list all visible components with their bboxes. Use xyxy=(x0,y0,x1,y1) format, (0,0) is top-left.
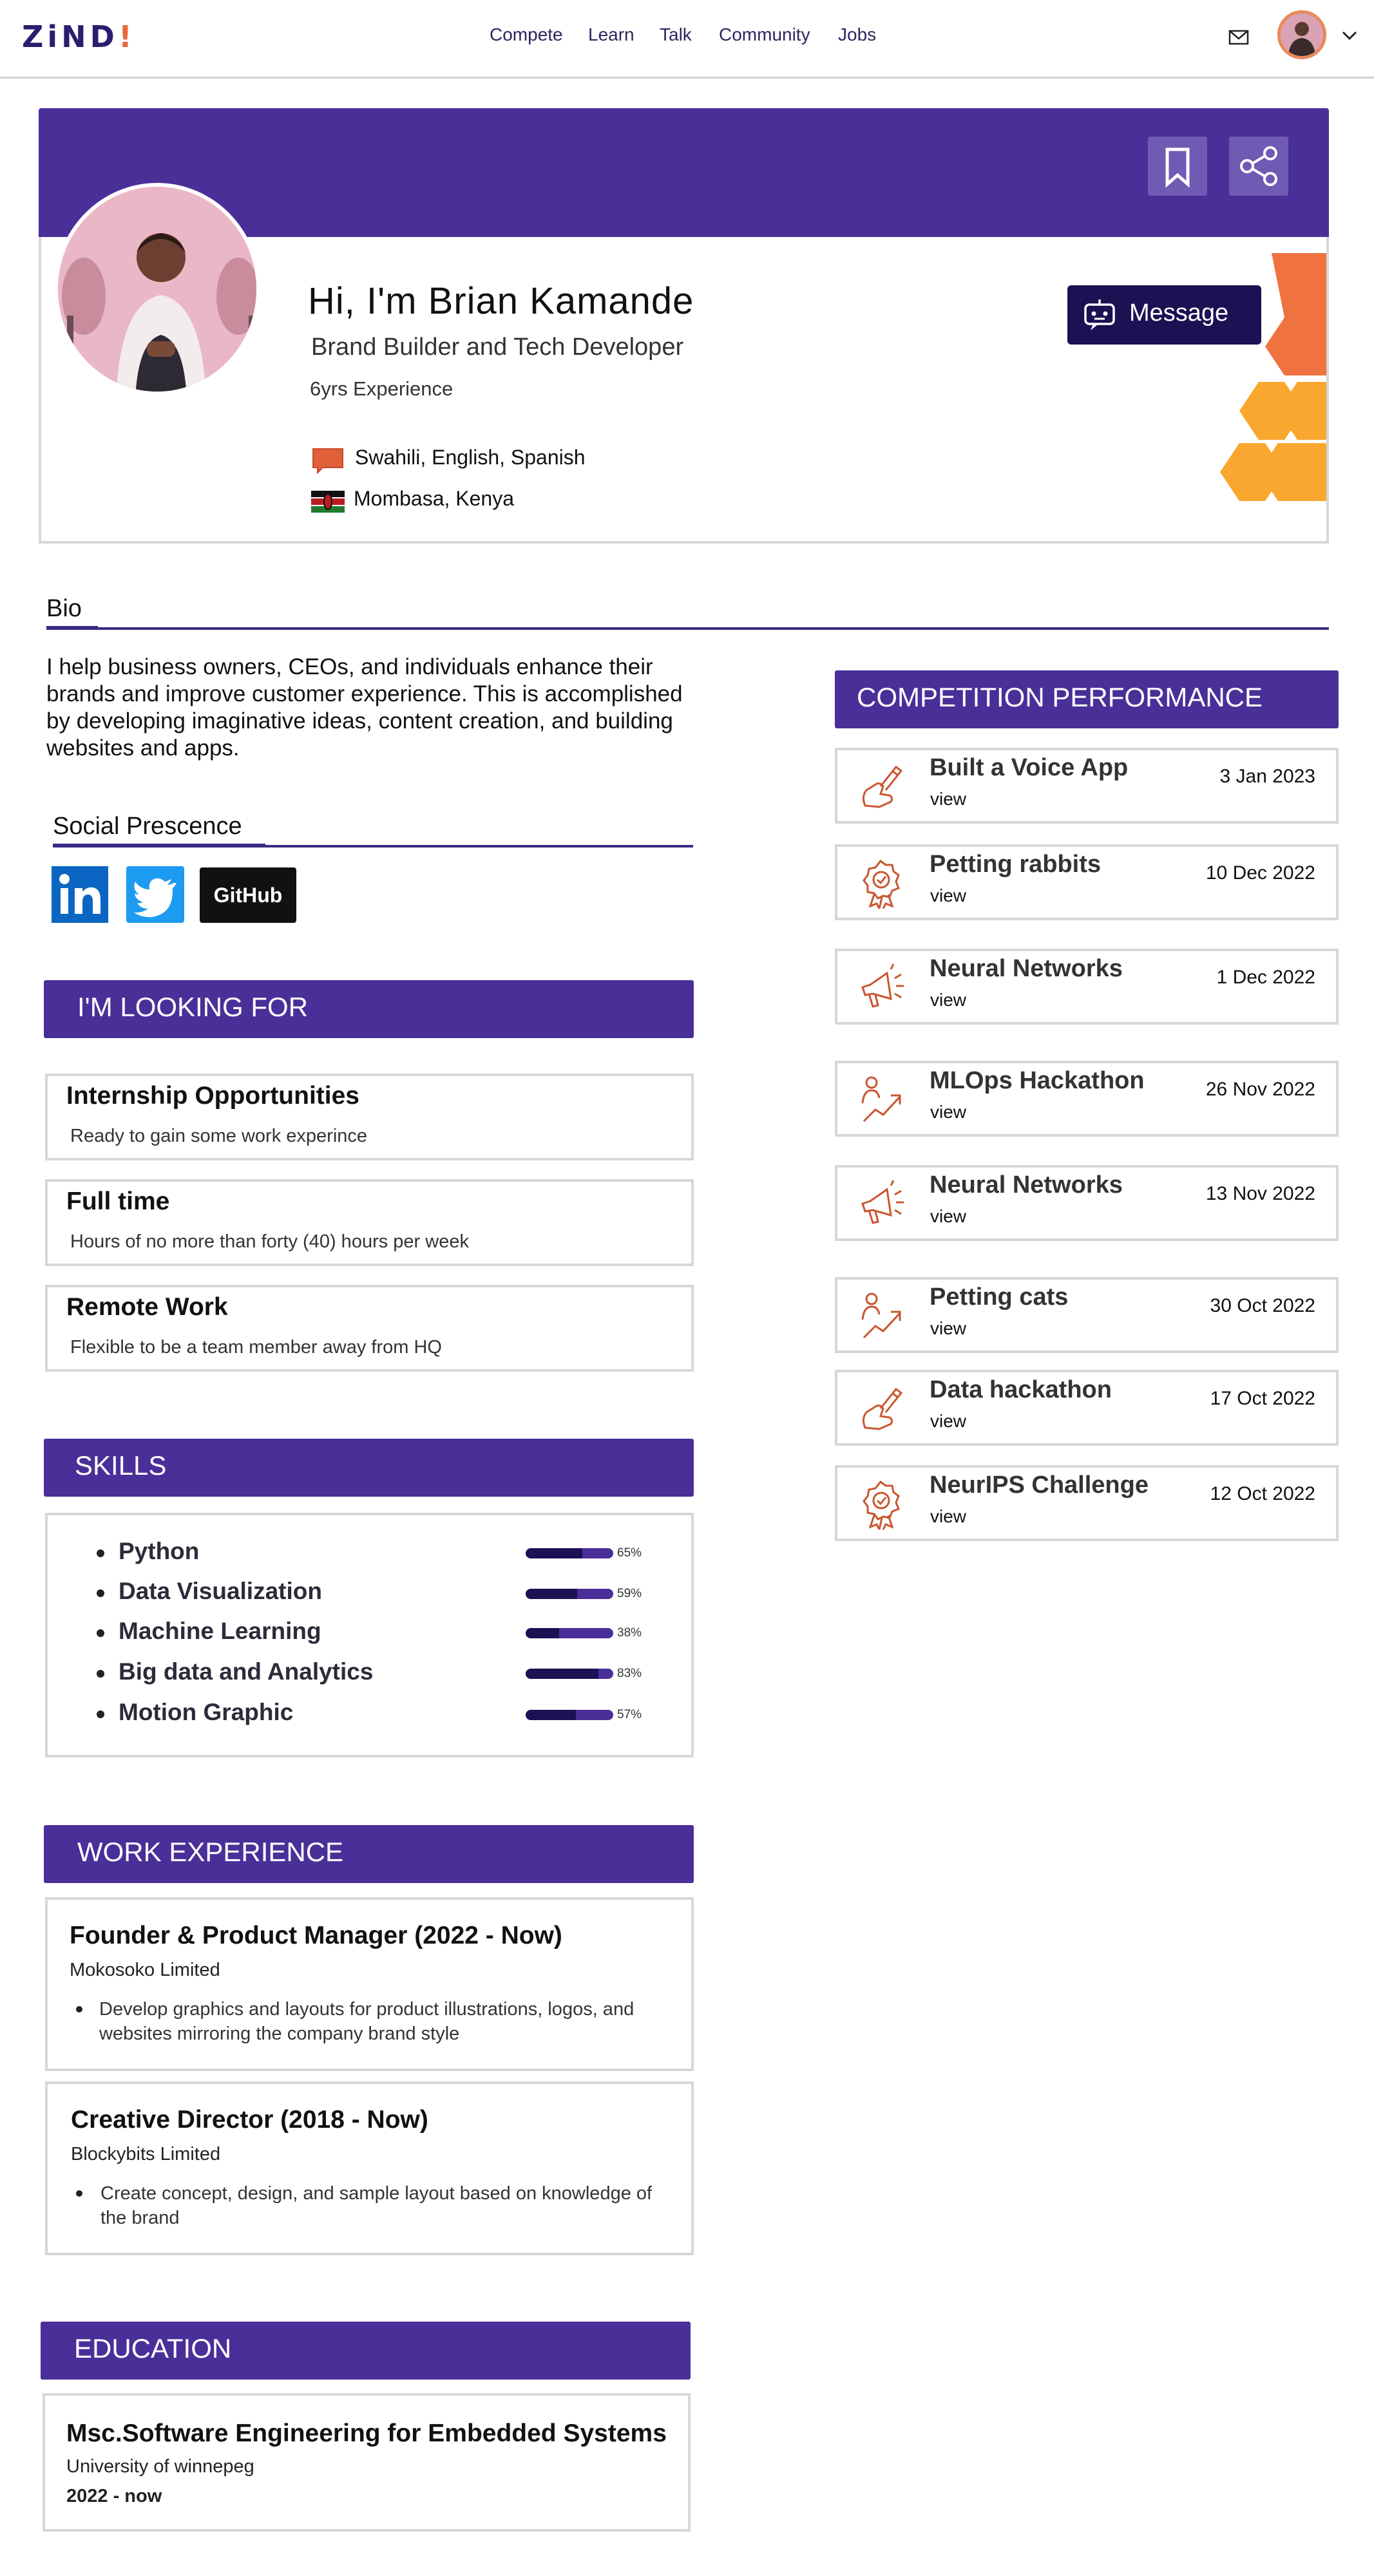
hand-pen-icon xyxy=(855,761,906,812)
megaphone-hand-icon xyxy=(855,1178,906,1229)
education-school: University of winnepeg xyxy=(66,2456,254,2477)
competition-view-link[interactable]: view xyxy=(930,789,967,809)
share-button[interactable] xyxy=(1229,137,1288,196)
education-years: 2022 - now xyxy=(66,2486,162,2506)
megaphone-hand-icon xyxy=(855,961,906,1013)
work-item-title: Founder & Product Manager (2022 - Now) xyxy=(70,1922,562,1949)
looking-for-item-desc: Hours of no more than forty (40) hours per week xyxy=(70,1231,469,1252)
competition-date: 26 Nov 2022 xyxy=(1205,1079,1315,1100)
looking-for-item-title: Full time xyxy=(66,1188,170,1215)
top-nav xyxy=(0,0,1374,79)
competition-name: MLOps Hackathon xyxy=(930,1067,1145,1094)
skill-percent: 38% xyxy=(617,1626,642,1640)
profile-role: Brand Builder and Tech Developer xyxy=(311,334,684,361)
skill-bar xyxy=(526,1548,613,1558)
github-label: GitHub xyxy=(213,884,283,907)
skill-bullet xyxy=(97,1629,104,1637)
bookmark-button[interactable] xyxy=(1148,137,1207,196)
skill-bar xyxy=(526,1669,613,1679)
competition-name: Petting rabbits xyxy=(930,851,1102,878)
competition-date: 17 Oct 2022 xyxy=(1210,1388,1315,1409)
person-growth-icon xyxy=(855,1290,906,1341)
competition-view-link[interactable]: view xyxy=(930,1102,967,1122)
work-item-company: Blockybits Limited xyxy=(71,2144,221,2164)
user-avatar[interactable] xyxy=(1277,10,1326,59)
skill-bullet xyxy=(97,1710,104,1718)
competition-name: Neural Networks xyxy=(930,1171,1123,1198)
work-item-desc: Develop graphics and layouts for product illustrations, logos, and websites mirroring the company brand style xyxy=(99,1999,635,2044)
bio-title: Bio xyxy=(46,595,82,622)
bookmark-icon xyxy=(1148,137,1207,196)
chevron-down-icon[interactable] xyxy=(1340,26,1359,45)
competition-view-link[interactable]: view xyxy=(930,1318,967,1338)
work-item-desc: Create concept, design, and sample layout based on knowledge of the brand xyxy=(100,2183,653,2228)
nav-link-community[interactable]: Community xyxy=(719,24,810,44)
competition-view-link[interactable]: view xyxy=(930,1206,967,1226)
award-ribbon-icon xyxy=(855,1478,906,1530)
skills-header xyxy=(44,1439,694,1497)
chat-bot-icon xyxy=(1082,298,1118,332)
skill-bar-fill xyxy=(526,1589,577,1599)
work-item-title: Creative Director (2018 - Now) xyxy=(71,2106,428,2134)
skill-percent: 83% xyxy=(617,1667,642,1680)
education-degree: Msc.Software Engineering for Embedded Systems xyxy=(66,2420,667,2447)
skill-bar-fill xyxy=(526,1548,582,1558)
competition-view-link[interactable]: view xyxy=(930,886,967,905)
looking-for-item-desc: Ready to gain some work experince xyxy=(70,1126,368,1146)
skill-percent: 65% xyxy=(617,1546,642,1560)
nav-link-jobs[interactable]: Jobs xyxy=(838,24,877,44)
skill-name: Data Visualization xyxy=(119,1578,322,1604)
skill-bar-fill xyxy=(526,1669,598,1679)
work-item-company: Mokosoko Limited xyxy=(70,1960,220,1980)
work-bullet xyxy=(76,2006,82,2012)
work-title: WORK EXPERIENCE xyxy=(77,1837,344,1867)
skill-percent: 59% xyxy=(617,1587,642,1600)
profile-location: Mombasa, Kenya xyxy=(354,487,515,510)
mail-icon[interactable] xyxy=(1228,26,1250,48)
social-title: Social Prescence xyxy=(53,813,242,840)
looking-for-title: I'M LOOKING FOR xyxy=(77,992,309,1022)
looking-for-item-title: Remote Work xyxy=(66,1293,228,1321)
education-header xyxy=(41,2322,691,2380)
skills-title: SKILLS xyxy=(75,1450,167,1481)
competition-name: Data hackathon xyxy=(930,1376,1112,1403)
person-growth-icon xyxy=(855,1074,906,1125)
github-button[interactable] xyxy=(200,867,296,923)
skill-bullet xyxy=(97,1670,104,1678)
nav-link-talk[interactable]: Talk xyxy=(660,24,692,44)
skill-bar xyxy=(526,1710,613,1720)
competition-view-link[interactable]: view xyxy=(930,1506,967,1526)
zindi-logo[interactable]: ZiND! xyxy=(22,19,136,54)
social-divider xyxy=(53,845,693,848)
work-header xyxy=(44,1825,694,1883)
skill-name: Motion Graphic xyxy=(119,1699,294,1725)
competition-date: 30 Oct 2022 xyxy=(1210,1295,1315,1316)
competition-date: 3 Jan 2023 xyxy=(1219,766,1315,787)
skill-bullet xyxy=(97,1589,104,1597)
looking-for-item-desc: Flexible to be a team member away from HQ xyxy=(70,1337,442,1358)
profile-photo xyxy=(54,183,260,395)
bio-divider xyxy=(46,627,1329,630)
competition-date: 13 Nov 2022 xyxy=(1205,1183,1315,1204)
twitter-icon[interactable] xyxy=(126,866,184,923)
competition-date: 1 Dec 2022 xyxy=(1216,967,1315,988)
share-icon xyxy=(1229,137,1288,196)
profile-languages: Swahili, English, Spanish xyxy=(355,446,586,469)
skill-name: Python xyxy=(119,1538,200,1564)
work-bullet xyxy=(76,2190,82,2197)
education-title: EDUCATION xyxy=(74,2333,232,2363)
linkedin-icon[interactable] xyxy=(52,866,108,923)
skill-name: Machine Learning xyxy=(119,1618,321,1644)
skill-bar xyxy=(526,1628,613,1638)
bio-text: I help business owners, CEOs, and individuals enhance their brands and improve customer experience. This is accomplished by developing imaginative ideas, content creation, and building websites and apps. xyxy=(46,654,683,761)
speech-bubble-icon xyxy=(311,447,345,474)
profile-experience: 6yrs Experience xyxy=(310,377,453,400)
kenya-flag-icon xyxy=(311,491,345,513)
competition-date: 12 Oct 2022 xyxy=(1210,1483,1315,1504)
skill-percent: 57% xyxy=(617,1708,642,1721)
message-button-label: Message xyxy=(1129,299,1229,327)
competition-title: COMPETITION PERFORMANCE xyxy=(857,682,1263,712)
skill-bar xyxy=(526,1589,613,1599)
competition-name: Built a Voice App xyxy=(930,754,1129,781)
competition-date: 10 Dec 2022 xyxy=(1205,862,1315,884)
hand-pen-icon xyxy=(855,1383,906,1434)
nav-link-compete[interactable]: Compete xyxy=(490,24,563,44)
looking-for-header xyxy=(44,980,694,1038)
competition-view-link[interactable]: view xyxy=(930,990,967,1010)
competition-header xyxy=(835,670,1339,728)
skill-bar-fill xyxy=(526,1628,559,1638)
skill-bar-fill xyxy=(526,1710,576,1720)
competition-view-link[interactable]: view xyxy=(930,1411,967,1431)
award-ribbon-icon xyxy=(855,857,906,909)
skill-name: Big data and Analytics xyxy=(119,1658,374,1685)
competition-name: NeurIPS Challenge xyxy=(930,1472,1149,1499)
competition-name: Petting cats xyxy=(930,1283,1069,1311)
message-button[interactable] xyxy=(1067,285,1261,345)
profile-greeting: Hi, I'm Brian Kamande xyxy=(308,280,694,322)
skill-bullet xyxy=(97,1549,104,1557)
competition-name: Neural Networks xyxy=(930,955,1123,982)
nav-link-learn[interactable]: Learn xyxy=(588,24,635,44)
looking-for-item-title: Internship Opportunities xyxy=(66,1082,359,1110)
